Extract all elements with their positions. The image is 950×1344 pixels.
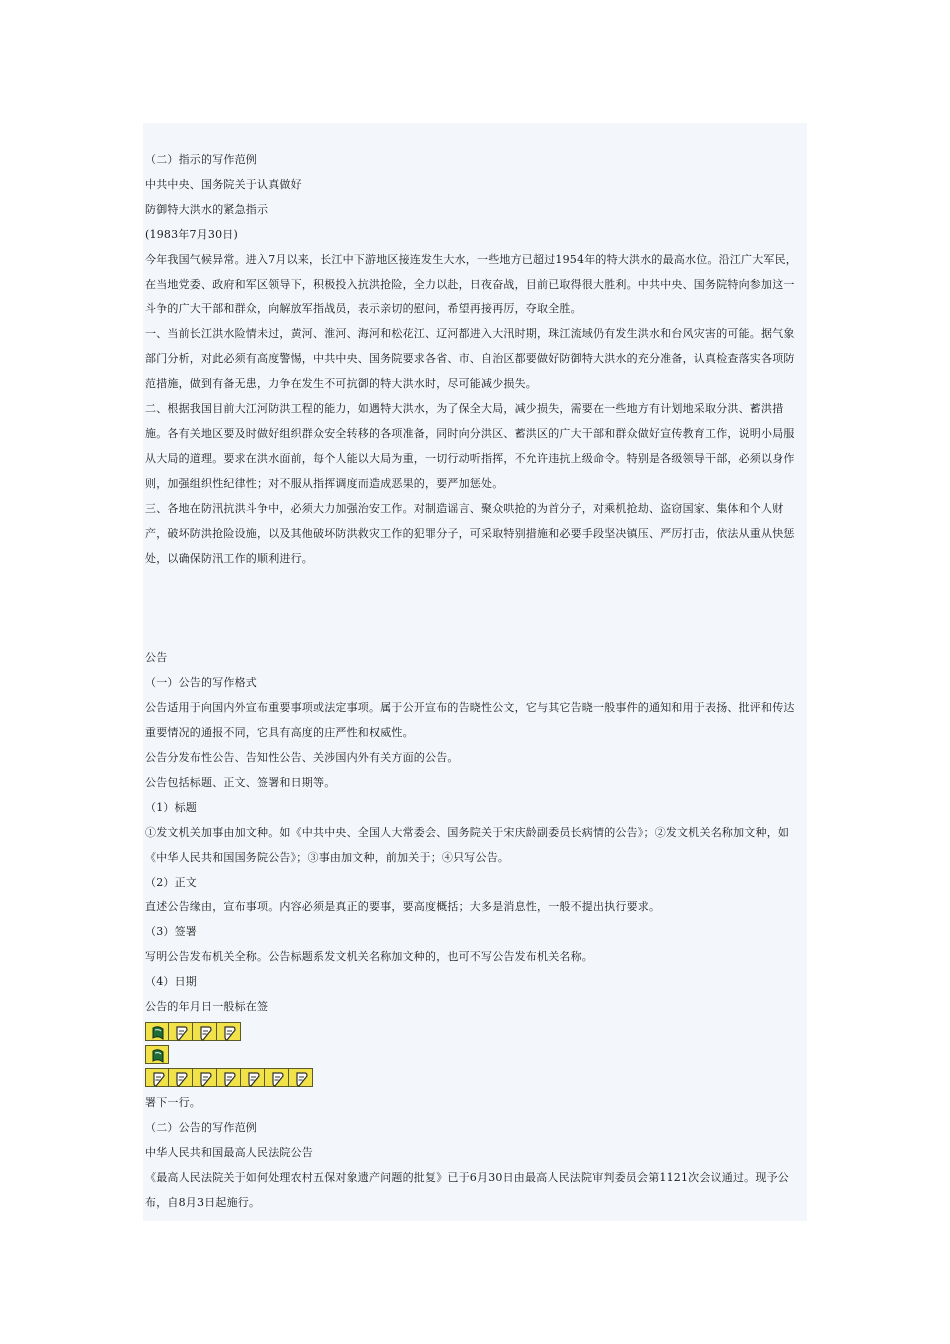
document-body [145, 148, 805, 1216]
item-heading: （1）标题 [145, 800, 197, 814]
paragraph: 二、根据我国目前大江河防洪工程的能力，如遇特大洪水，为了保全大局，减少损失，需要在一些地方有计划地采取分洪、蓄洪措施。各有关地区要及时做好组织群众安全转移的各项准备，同时向分洪区、蓄洪区的广大干部和群众做好宣传教育工作，说明小局服从大局的道理。要求在洪水面前，每个人能以大局为重，一切行动听指挥，不允许违抗上级命令。特别是各级领导干部，必须以身作则，加强组织性纪律性；对不服从指挥调度而造成恶果的，要严加惩处。 [145, 402, 795, 490]
icon-row [145, 1022, 805, 1041]
icon-strip [145, 1022, 805, 1087]
item-heading: （3）签署 [145, 925, 197, 939]
scroll-icon [169, 1022, 193, 1041]
scroll-icon [145, 1068, 169, 1087]
paragraph: 公告的年月日一般标在签 [145, 1000, 269, 1014]
icon-row [145, 1068, 805, 1087]
paragraph: 公告分发布性公告、告知性公告、关涉国内外有关方面的公告。 [145, 751, 459, 765]
paragraph: 署下一行。 [145, 1096, 201, 1109]
scroll-icon [193, 1068, 217, 1087]
blank-space [145, 571, 805, 646]
paragraph: 公告包括标题、正文、签署和日期等。 [145, 775, 336, 789]
doc-title-line2: 防御特大洪水的紧急指示 [145, 202, 269, 216]
doc-title-line1: 中共中央、国务院关于认真做好 [145, 177, 302, 191]
scroll-icon [265, 1068, 289, 1087]
scroll-icon [193, 1022, 217, 1041]
paragraph: 写明公告发布机关全称。公告标题系发文机关名称加文种的，也可不写公告发布机关名称。 [145, 950, 593, 964]
scroll-icon [241, 1068, 265, 1087]
scroll-icon [217, 1022, 241, 1041]
section-heading: （二）指示的写作范例 [145, 153, 257, 166]
icon-row [145, 1045, 805, 1064]
item-heading: （2）正文 [145, 875, 197, 889]
scroll-icon [217, 1068, 241, 1087]
example-title: 中华人民共和国最高人民法院公告 [145, 1145, 313, 1159]
scroll-icon [289, 1068, 313, 1087]
book-icon [145, 1022, 169, 1041]
paragraph: 公告适用于向国内外宣布重要事项或法定事项。属于公开宣布的告晓性公文，它与其它告晓一般事件的通知和用于表扬、批评和传达重要情况的通报不同，它具有高度的庄严性和权威性。 [145, 701, 795, 740]
book-icon [145, 1045, 169, 1064]
paragraph: 今年我国气候异常。进入7月以来，长江中下游地区接连发生大水，一些地方已超过1954年的特大洪水的最高水位。沿江广大军民，在当地党委、政府和军区领导下，积极投入抗洪抢险，全力以赴，日夜奋战，目前已取得很大胜利。中共中央、国务院特向参加这一斗争的广大干部和群众，向解放军指战员，表示亲切的慰问，希望再接再厉，夺取全胜。 [145, 252, 797, 316]
doc-date: (1983年7月30日) [145, 227, 238, 241]
paragraph: 直述公告缘由，宣布事项。内容必须是真正的要事，要高度概括；大多是消息性，一般不提出执行要求。 [145, 900, 661, 914]
paragraph: 《最高人民法院关于如何处理农村五保对象遗产问题的批复》已于6月30日由最高人民法院审判委员会第1121次会议通过。现予公布，自8月3日起施行。 [145, 1170, 789, 1209]
subsection-heading: （一）公告的写作格式 [145, 676, 257, 690]
scroll-icon [169, 1068, 193, 1087]
subsection-heading: （二）公告的写作范例 [145, 1120, 257, 1134]
paragraph: ①发文机关加事由加文种。如《中共中央、全国人大常委会、国务院关于宋庆龄副委员长病情的公告》；②发文机关名称加文种，如《中华人民共和国国务院公告》；③事由加文种，前加关于；④只写公告。 [145, 825, 790, 864]
paragraph: 一、当前长江洪水险情未过，黄河、淮河、海河和松花江、辽河都进入大汛时期，珠江流域仍有发生洪水和台风灾害的可能。据气象部门分析，对此必须有高度警惕，中共中央、国务院要求各省、市、自治区都要做好防御特大洪水的充分准备，认真检查落实各项防范措施，做到有备无患，力争在发生不可抗御的特大洪水时，尽可能减少损失。 [145, 327, 795, 391]
paragraph: 三、各地在防汛抗洪斗争中，必须大力加强治安工作。对制造谣言、聚众哄抢的为首分子，对乘机抢劫、盗窃国家、集体和个人财产，破坏防洪抢险设施，以及其他破坏防洪救灾工作的犯罪分子，可采取特别措施和必要手段坚决镇压、严厉打击，依法从重从快惩处，以确保防汛工作的顺利进行。 [145, 501, 795, 565]
section-heading: 公告 [145, 651, 168, 665]
item-heading: （4）日期 [145, 975, 197, 989]
